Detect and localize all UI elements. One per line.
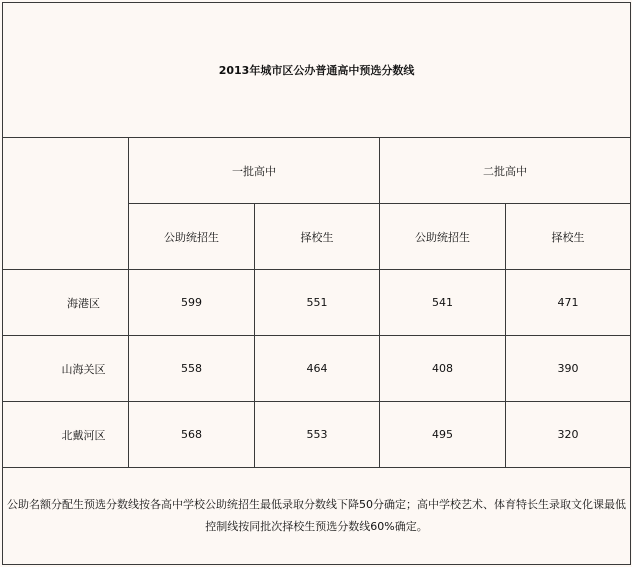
sub-header: 公助统招生 [380,204,506,270]
region-cell: 海港区 [3,270,129,336]
score-cell: 471 [506,270,631,336]
score-cell: 408 [380,336,506,402]
table-row [3,270,631,336]
table-row [3,402,631,468]
score-cell: 464 [255,336,380,402]
batch-header-2: 二批高中 [380,138,631,204]
region-cell: 山海关区 [3,336,129,402]
score-cell: 553 [255,402,380,468]
batch-header-1: 一批高中 [129,138,380,204]
corner-cell [3,138,129,270]
score-cell: 558 [129,336,255,402]
sub-header: 择校生 [506,204,631,270]
score-cell: 599 [129,270,255,336]
region-cell: 北戴河区 [3,402,129,468]
sub-header: 择校生 [255,204,380,270]
score-cell: 495 [380,402,506,468]
table-row [3,336,631,402]
score-cell: 541 [380,270,506,336]
footnote: 公助名额分配生预选分数线按各高中学校公助统招生最低录取分数线下降50分确定；高中学校艺术、体育特长生录取文化课最低控制线按同批次择校生预选分数线60%确定。 [3,468,631,565]
score-cell: 551 [255,270,380,336]
table-title: 2013年城市区公办普通高中预选分数线 [3,3,631,138]
score-cell: 390 [506,336,631,402]
sub-header: 公助统招生 [129,204,255,270]
score-table [2,2,631,565]
score-cell: 320 [506,402,631,468]
score-cell: 568 [129,402,255,468]
